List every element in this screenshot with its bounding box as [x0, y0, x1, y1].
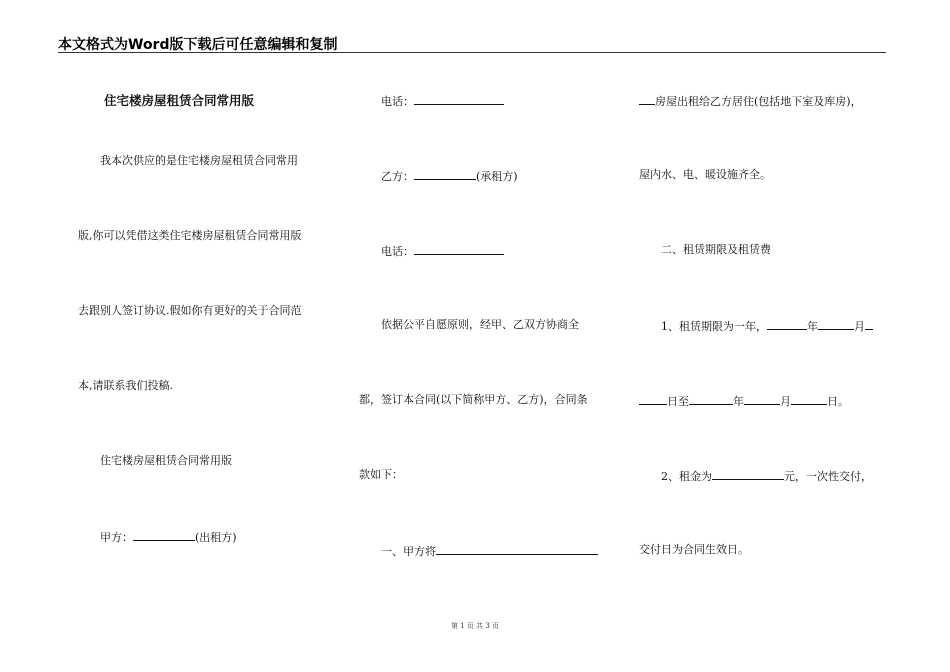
item-1-line [381, 543, 598, 559]
body-line-3: 款如下： [359, 468, 403, 481]
party-a-blank[interactable] [133, 529, 195, 541]
intro-line-1: 我本次供应的是住宅楼房屋租赁合同常用 [100, 154, 298, 167]
party-b-line [381, 168, 518, 184]
intro-line-3: 去跟别人签订协议.假如你有更好的关于合同范 [78, 304, 302, 317]
start-month-blank[interactable] [818, 318, 854, 330]
rent-amount-blank[interactable] [712, 468, 784, 480]
end-month-label: 月 [780, 395, 791, 408]
col3-line-1 [639, 93, 862, 109]
document-header: 本文格式为Word版下载后可任意编辑和复制 [58, 37, 338, 53]
intro-line-2: 版,你可以凭借这类住宅楼房屋租赁合同常用版 [78, 229, 302, 242]
end-day-blank[interactable] [791, 393, 827, 405]
start-day-blank-cont[interactable] [639, 393, 667, 405]
subtitle: 住宅楼房屋租赁合同常用版 [100, 454, 232, 467]
document-title: 住宅楼房屋租赁合同常用版 [104, 93, 255, 108]
end-year-blank[interactable] [689, 393, 733, 405]
property-blank[interactable] [639, 93, 655, 105]
rent-suffix: 元，一次性交付， [784, 470, 872, 483]
phone-a-line [381, 93, 504, 109]
rent-prefix: 2、租金为 [661, 470, 712, 483]
col3-line-1-text: 房屋出租给乙方居住(包括地下室及库房)， [655, 95, 862, 108]
intro-line-4: 本,请联系我们投稿. [78, 379, 173, 392]
party-b-label: 乙方： [381, 170, 414, 183]
start-year-blank[interactable] [767, 318, 807, 330]
party-a-line [100, 529, 237, 545]
party-b-blank[interactable] [414, 168, 476, 180]
end-month-blank[interactable] [744, 393, 780, 405]
start-day-blank[interactable] [865, 318, 873, 330]
header-divider [58, 52, 886, 53]
party-b-suffix: (承租方) [476, 170, 518, 183]
phone-a-label: 电话： [381, 95, 414, 108]
lease-term-line [661, 318, 873, 334]
rent-line [661, 468, 872, 484]
phone-b-label: 电话： [381, 245, 414, 258]
body-line-1: 依据公平自愿原则，经甲、乙双方协商全 [381, 318, 579, 331]
property-address-blank[interactable] [436, 543, 598, 555]
month-label: 月 [854, 320, 865, 333]
end-year-label: 年 [733, 395, 744, 408]
section-2-heading: 二、租赁期限及租赁费 [661, 243, 771, 256]
col3-last-line: 交付日为合同生效日。 [639, 543, 749, 556]
item-1-label: 一、甲方将 [381, 545, 436, 558]
year-label: 年 [807, 320, 818, 333]
phone-b-blank[interactable] [414, 243, 504, 255]
col3-line-2: 屋内水、电、暖设施齐全。 [639, 168, 771, 181]
phone-b-line [381, 243, 504, 259]
body-line-2: 都，签订本合同(以下简称甲方、乙方)，合同条 [359, 393, 588, 406]
lease-end-line [639, 393, 849, 409]
day-to-label: 日至 [667, 395, 689, 408]
lease-term-prefix: 1、租赁期限为一年， [661, 320, 767, 333]
party-a-label: 甲方： [100, 531, 133, 544]
party-a-suffix: (出租方) [195, 531, 237, 544]
page-number: 第 1 页 共 3 页 [450, 622, 500, 630]
end-day-label: 日。 [827, 395, 849, 408]
phone-a-blank[interactable] [414, 93, 504, 105]
